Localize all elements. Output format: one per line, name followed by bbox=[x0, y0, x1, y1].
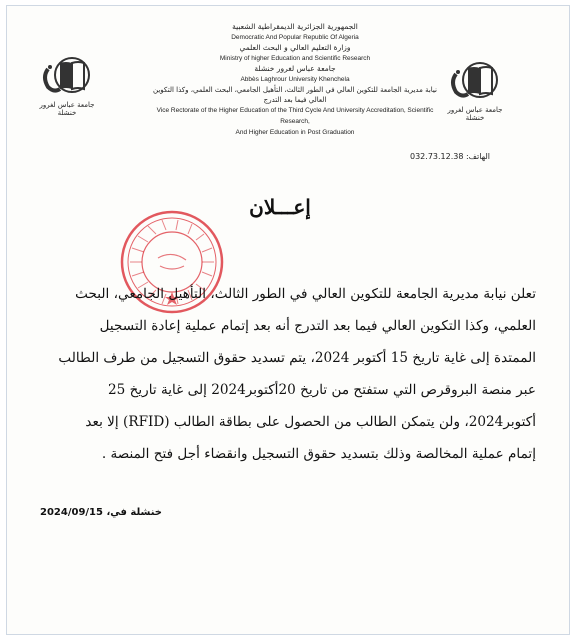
university-emblem-icon bbox=[38, 55, 94, 101]
body-line: عبر منصة البروقرص التي ستفتح من تاريخ 20أكتوبر2024 إلى غاية تاريخ 25 bbox=[107, 382, 536, 398]
university-logo-right bbox=[446, 60, 502, 122]
document-date: خنشلة في، 2024/09/15 bbox=[40, 507, 163, 518]
ministry-en: Ministry of higher Education and Scientific Research bbox=[219, 55, 371, 62]
university-emblem-icon bbox=[446, 60, 502, 106]
announcement-body bbox=[36, 278, 536, 470]
logo-caption-right: جامعة عباس لغرور خنشلة bbox=[447, 106, 503, 122]
phone-label: الهاتف: bbox=[465, 152, 490, 161]
republic-ar: الجمهورية الجزائرية الديمقراطية الشعبية bbox=[232, 22, 358, 31]
university-en: Abbès Laghrour University Khenchela bbox=[240, 76, 350, 83]
ministry-ar: وزارة التعليم العالي و البحث العلمي bbox=[239, 43, 351, 52]
logo-caption-left: جامعة عباس لغرور خنشلة bbox=[39, 101, 95, 117]
phone-number: 032.73.12.38 bbox=[410, 152, 464, 161]
university-logo-left bbox=[38, 55, 94, 117]
republic-en: Democratic And Popular Republic Of Algeria bbox=[231, 34, 359, 41]
phone-line bbox=[410, 152, 490, 161]
announcement-title: إعـــلان bbox=[249, 195, 311, 219]
body-line: العلمي، وكذا التكوين العالي فيما بعد التدرج أنه بعد إتمام عملية إعادة التسجيل bbox=[99, 318, 536, 334]
vice-rectorate-ar: نيابة مديرية الجامعة للتكوين العالي في الطور الثالث، التأهيل الجامعي، البحث العلمي، وكذا التكوين العالي فيما بعد التدرج bbox=[153, 86, 437, 104]
body-line: الممتدة إلى غاية تاريخ 15 أكتوبر 2024، يتم تسديد حقوق التسجيل من طرف الطالب bbox=[58, 350, 536, 366]
letterhead bbox=[150, 22, 440, 138]
vice-rectorate-en-1: Vice Rectorate of the Higher Education of the Third Cycle And University Accreditation, Scientific Research, bbox=[156, 107, 434, 125]
body-line: إتمام عملية المخالصة وذلك بتسديد حقوق التسجيل وانقضاء أجل فتح المنصة . bbox=[101, 446, 536, 462]
vice-rectorate-en-2: And Higher Education in Post Graduation bbox=[235, 129, 355, 136]
university-ar: جامعة عباس لغرور خنشلة bbox=[254, 64, 336, 73]
body-line: تعلن نيابة مديرية الجامعة للتكوين العالي في الطور الثالث، التأهيل الجامعي، البحث bbox=[75, 286, 536, 302]
body-line: أكتوبر2024، ولن يتمكن الطالب من الحصول على بطاقة الطالب (RFID) إلا بعد bbox=[85, 414, 536, 430]
